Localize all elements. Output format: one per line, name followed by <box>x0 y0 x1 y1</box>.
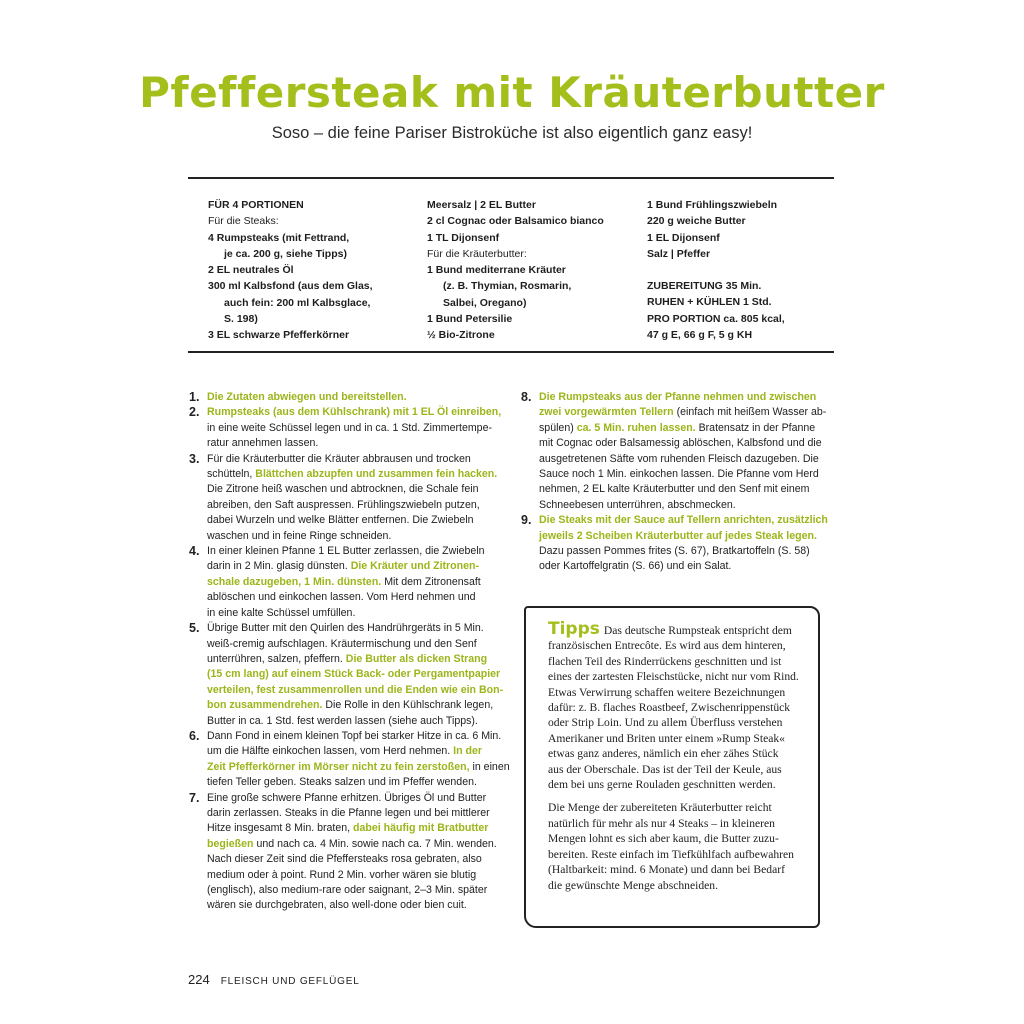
highlighted-text: jeweils 2 Scheiben Kräuterbutter auf jedes Steak legen. <box>539 529 817 542</box>
highlighted-text: bon zusammendrehen. <box>207 699 323 712</box>
ingredient-line: 2 EL neutrales Öl <box>208 264 294 277</box>
step-line <box>207 452 509 467</box>
step-text: nehmen, 2 EL kalte Kräuterbutter und den Senf mit einem <box>539 483 810 496</box>
ingredient-line <box>647 262 785 278</box>
tips-line: dem bei uns gerne Rouladen geschnitten werden. <box>548 778 776 792</box>
step-text: Mit dem Zitronensaft <box>381 575 481 588</box>
step-line <box>539 498 841 513</box>
tips-line: oder Strip Loin. Und zu allem Überfluss verstehen <box>548 716 783 730</box>
step-text: unterrühren, salzen, pfeffern. <box>207 652 346 665</box>
step-line <box>539 467 841 482</box>
ingredient-line: 1 Bund Petersilie <box>427 313 513 326</box>
ingredient-line: 2 cl Cognac oder Balsamico bianco <box>427 215 604 228</box>
step-line <box>207 482 509 497</box>
step-text: in eine kalte Schüssel umfüllen. <box>207 606 356 619</box>
ingredients-bottom-rule <box>188 351 834 353</box>
recipe-step <box>521 390 841 513</box>
step-text: wären sie durchgebraten, also well-done oder bien cuit. <box>207 899 467 912</box>
highlighted-text: dabei häufig mit Bratbutter <box>353 822 489 835</box>
section-name: FLEISCH UND GEFLÜGEL <box>220 976 360 987</box>
step-text: Übrige Butter mit den Quirlen des Handrührgeräts in 5 Min. <box>207 622 484 635</box>
tips-line: Amerikaner und Briten unter einem »Rump Steak« <box>548 731 785 745</box>
recipe-title: Pfeffersteak mit Kräuterbutter <box>139 68 885 117</box>
step-text: Die Rolle in den Kühlschrank legen, <box>322 699 494 712</box>
step-text: Schneebesen unterrühren, abschmecken. <box>539 498 736 511</box>
step-text: tiefen Teller geben. Steaks salzen und im Pfeffer wenden. <box>207 776 477 789</box>
step-line <box>207 667 509 682</box>
ingredient-line: Meersalz | 2 EL Butter <box>427 199 536 211</box>
step-number: 4. <box>189 544 200 559</box>
step-number: 3. <box>189 451 200 466</box>
step-text: (einfach mit heißem Wasser ab- <box>673 406 827 419</box>
step-text: Die Zitrone heiß waschen und abtrocknen, die Schale fein <box>207 483 479 496</box>
step-text: (englisch), also medium-rare oder saignant, 2–3 Min. später <box>207 884 488 896</box>
ingredient-line: Für die Kräuterbutter: <box>427 247 527 260</box>
highlighted-text: Die Rumpsteaks aus der Pfanne nehmen und zwischen <box>539 391 817 403</box>
ingredient-line: 47 g E, 66 g F, 5 g KH <box>647 329 753 342</box>
step-text: schütteln, <box>207 468 256 481</box>
steps-right-column <box>521 390 841 575</box>
step-text: Hitze insgesamt 8 Min. braten, <box>207 822 354 835</box>
tips-first-line: Das deutsche Rumpsteak entspricht dem <box>603 624 792 637</box>
ingredients-top-rule <box>188 177 834 179</box>
step-line <box>207 791 509 806</box>
step-line <box>207 606 509 621</box>
step-number: 5. <box>189 621 200 636</box>
ingredient-line: Salbei, Oregano) <box>443 296 527 309</box>
highlighted-text: In der <box>453 745 482 758</box>
step-line <box>207 390 509 405</box>
highlighted-text: schale dazugeben, 1 Min. dünsten. <box>207 575 382 588</box>
step-line <box>207 775 509 790</box>
step-number: 7. <box>189 790 200 805</box>
step-line <box>207 637 509 652</box>
step-text: in eine weite Schüssel legen und in ca. 1 Std. Zimmertempe- <box>207 421 492 434</box>
tips-line: etwas ganz anderes, nämlich ein eher zähes Stück <box>548 747 779 761</box>
highlighted-text: Zeit Pfefferkörner im Mörser nicht zu fein zerstoßen, <box>207 760 470 773</box>
highlighted-text: (15 cm lang) auf einem Stück Back- oder Pergamentpapier <box>207 668 501 681</box>
recipe-step <box>189 621 509 729</box>
step-text: ablöschen und einkochen lassen. Vom Herd nehmen und <box>207 591 476 604</box>
step-line <box>207 683 509 698</box>
step-line <box>207 559 509 574</box>
tips-line: eines der zartesten Fleischstücke, nicht nur vom Rind. <box>548 670 799 684</box>
highlighted-text: begießen <box>207 837 254 850</box>
step-text: medium oder à point. Rund 2 Min. vorher wären sie blutig <box>207 868 477 881</box>
tips-paragraph-1 <box>548 638 808 792</box>
step-line <box>207 590 509 605</box>
step-line <box>539 559 841 574</box>
ingredient-line: 1 EL Dijonsenf <box>647 231 720 244</box>
recipe-step <box>521 513 841 575</box>
step-line <box>539 421 841 436</box>
page-number: 224 <box>188 972 210 987</box>
highlighted-text: verteilen, fest zusammenrollen und die Enden wie ein Bon- <box>207 683 504 696</box>
ingredient-line: PRO PORTION ca. 805 kcal, <box>647 312 785 325</box>
ingredient-line: 4 Rumpsteaks (mit Fettrand, <box>208 231 350 244</box>
step-text: spülen) <box>539 421 577 434</box>
step-text: in einen <box>469 760 510 773</box>
step-text: Dann Fond in einem kleinen Topf bei starker Hitze in ca. 6 Min. <box>207 729 502 742</box>
step-text: weiß-cremig aufschlagen. Kräutermischung und den Senf <box>207 637 477 650</box>
tips-box <box>524 606 820 928</box>
highlighted-text: ca. 5 Min. ruhen lassen. <box>576 421 696 434</box>
step-line <box>207 467 509 482</box>
ingredient-line: 300 ml Kalbsfond (aus dem Glas, <box>208 280 373 293</box>
step-line <box>207 837 509 852</box>
ingredient-line: FÜR 4 PORTIONEN <box>208 199 304 211</box>
ingredients-column-1 <box>208 197 373 344</box>
ingredient-line: RUHEN + KÜHLEN 1 Std. <box>647 296 772 309</box>
step-number: 8. <box>521 390 532 404</box>
highlighted-text: Die Zutaten abwiegen und bereitstellen. <box>207 391 407 403</box>
step-text: darin zerlassen. Steaks in die Pfanne legen und bei mittlerer <box>207 806 490 819</box>
ingredients-column-3 <box>647 197 785 343</box>
step-line <box>207 544 509 559</box>
step-text: Eine große schwere Pfanne erhitzen. Übriges Öl und Butter <box>207 791 487 804</box>
step-line <box>539 529 841 544</box>
tips-line: natürlich für mehr als nur 4 Steaks – in kleineren <box>548 816 775 830</box>
step-text: In einer kleinen Pfanne 1 EL Butter zerlassen, die Zwiebeln <box>207 545 485 558</box>
step-text: mit Cognac oder Balsamessig ablöschen, Kalbsfond und die <box>539 437 822 450</box>
step-line <box>539 436 841 451</box>
step-text: Sauce noch 1 Min. einkochen lassen. Die Pfanne vom Herd <box>539 468 819 481</box>
step-line <box>207 868 509 883</box>
step-text: Nach dieser Zeit sind die Pfeffersteaks rosa gebraten, also <box>207 853 482 866</box>
tips-line: französischen Entrecôte. Es wird aus dem hinteren, <box>548 639 786 653</box>
ingredient-line: Für die Steaks: <box>208 215 279 228</box>
ingredient-line: auch fein: 200 ml Kalbsglace, <box>224 296 371 309</box>
ingredient-line: ZUBEREITUNG 35 Min. <box>647 280 762 293</box>
step-text: Für die Kräuterbutter die Kräuter abbrausen und trocken <box>207 452 471 465</box>
steps-left-column <box>189 390 509 914</box>
ingredient-line: (z. B. Thymian, Rosmarin, <box>443 280 572 293</box>
recipe-step <box>189 729 509 791</box>
step-text: abreiben, den Saft auspressen. Frühlingszwiebeln putzen, <box>207 498 480 511</box>
step-line <box>207 513 509 528</box>
step-line <box>207 883 509 898</box>
step-line <box>207 698 509 713</box>
tips-line: bereiten. Reste einfach im Tiefkühlfach aufbewahren <box>548 847 794 861</box>
ingredient-line: ½ Bio-Zitrone <box>427 329 495 342</box>
step-line <box>207 898 509 913</box>
step-line <box>207 405 509 420</box>
recipe-subtitle: Soso – die feine Pariser Bistroküche ist also eigentlich ganz easy! <box>271 124 753 142</box>
step-line <box>539 405 841 420</box>
step-line <box>207 806 509 821</box>
step-text: um die Hälfte einkochen lassen, vom Herd nehmen. <box>207 745 454 758</box>
step-text: waschen und in feine Ringe schneiden. <box>207 529 392 542</box>
step-line <box>207 729 509 744</box>
ingredients-column-2 <box>427 197 604 344</box>
recipe-step <box>189 544 509 621</box>
step-text: und nach ca. 4 Min. sowie nach ca. 7 Min. wenden. <box>253 837 497 850</box>
step-line <box>207 529 509 544</box>
page-footer <box>188 972 360 987</box>
step-line <box>539 482 841 497</box>
step-line <box>539 452 841 467</box>
step-text: ausgetretenen Säfte vom ruhenden Fleisch dazugeben. Die <box>539 452 819 465</box>
step-number: 6. <box>189 728 200 743</box>
step-line <box>207 498 509 513</box>
ingredient-line: 1 Bund Frühlingszwiebeln <box>647 199 778 211</box>
ingredient-line: Salz | Pfeffer <box>647 247 711 260</box>
step-text: Butter in ca. 1 Std. fest werden lassen (siehe auch Tipps). <box>207 714 478 727</box>
tips-line: Etwas Verwirrung schaffen weitere Bezeichnungen <box>548 685 786 699</box>
tips-line: Mengen lohnt es sich aber kaum, die Butter zuzu- <box>548 832 779 846</box>
ingredient-line: 1 TL Dijonsenf <box>427 231 500 244</box>
ingredient-line: 1 Bund mediterrane Kräuter <box>427 264 566 277</box>
highlighted-text: Die Butter als dicken Strang <box>345 652 488 665</box>
step-number: 9. <box>521 513 532 528</box>
step-line <box>207 714 509 729</box>
step-line <box>207 821 509 836</box>
step-line <box>207 436 509 451</box>
recipe-step <box>189 390 509 405</box>
step-text: Dazu passen Pommes frites (S. 67), Bratkartoffeln (S. 58) <box>539 545 810 558</box>
step-number: 1. <box>189 390 200 404</box>
highlighted-text: zwei vorgewärmten Tellern <box>539 406 674 419</box>
ingredient-line: 220 g weiche Butter <box>647 215 746 228</box>
tips-heading: Tipps <box>548 619 600 639</box>
recipe-step <box>189 452 509 544</box>
step-line <box>207 652 509 667</box>
ingredient-line: S. 198) <box>224 313 258 326</box>
tips-line: Die Menge der zubereiteten Kräuterbutter reicht <box>548 801 772 815</box>
tips-line: dafür: z. B. flaches Roastbeef, Zwischenrippenstück <box>548 701 791 715</box>
highlighted-text: Rumpsteaks (aus dem Kühlschrank) mit 1 EL Öl einreiben, <box>207 406 502 419</box>
step-line <box>207 852 509 867</box>
step-line <box>207 621 509 636</box>
step-line <box>539 513 841 528</box>
step-text: oder Kartoffelgratin (S. 66) und ein Salat. <box>539 560 732 573</box>
tips-line: die gewünschte Menge abschneiden. <box>548 878 718 892</box>
highlighted-text: Die Steaks mit der Sauce auf Tellern anrichten, zusätzlich <box>539 514 828 527</box>
recipe-step <box>189 791 509 914</box>
step-line <box>539 390 841 405</box>
step-line <box>207 421 509 436</box>
tips-line: flachen Teil des Rinderrückens geschnitten und ist <box>548 654 782 668</box>
step-text: Bratensatz in der Pfanne <box>695 421 816 434</box>
step-line <box>207 760 509 775</box>
tips-paragraph-2 <box>548 800 808 892</box>
ingredient-line: je ca. 200 g, siehe Tipps) <box>224 247 347 260</box>
recipe-step <box>189 405 509 451</box>
step-line <box>207 744 509 759</box>
step-text: darin in 2 Min. glasig dünsten. <box>207 560 351 573</box>
tips-line: (Haltbarkeit: mind. 6 Monate) und dann bei Bedarf <box>548 863 785 877</box>
tips-line: aus der Oberschale. Das ist der Teil der Keule, aus <box>548 762 782 776</box>
step-line <box>539 544 841 559</box>
ingredient-line: 3 EL schwarze Pfefferkörner <box>208 329 350 342</box>
step-text: ratur annehmen lassen. <box>207 437 319 450</box>
step-text: dabei Wurzeln und welke Blätter entfernen. Die Zwiebeln <box>207 514 474 527</box>
step-line <box>207 575 509 590</box>
step-number: 2. <box>189 405 200 420</box>
highlighted-text: Die Kräuter und Zitronen- <box>350 560 480 573</box>
highlighted-text: Blättchen abzupfen und zusammen fein hacken. <box>255 468 498 481</box>
